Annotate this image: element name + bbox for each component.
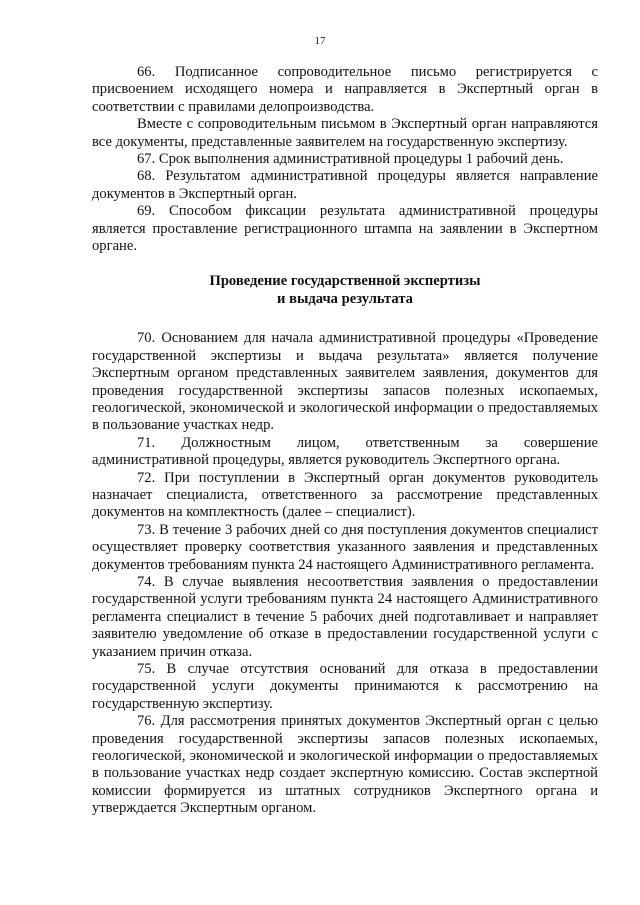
document-body <box>92 64 598 818</box>
section-heading-line-1: Проведение государственной экспертизы <box>209 273 481 290</box>
section-heading <box>92 273 598 308</box>
paragraph-76: 76. Для рассмотрения принятых документов Экспертный орган с целью проведения государственной экспертизы запасов полезных ископаемых, геологической, экономической и экологической информации о предоставляемых в пользование участках недр создает экспертную комиссию. Состав экспертной комиссии формируется из штатных сотрудников Экспертного органа и утверждается Экспертным органом. <box>92 713 598 817</box>
paragraph-66: 66. Подписанное сопроводительное письмо регистрируется с присвоением исходящего номера и направляется в Экспертный орган в соответствии с правилами делопроизводства. <box>92 64 598 115</box>
paragraph-74: 74. В случае выявления несоответствия заявления о предоставлении государственной услуги требованиям пункта 24 настоящего Административного регламента специалист в течение 5 рабочих дней подготавливает и направляет заявителю уведомление об отказе в предоставлении государственной услуги с указанием причин отказа. <box>92 573 598 660</box>
paragraph-71: 71. Должностным лицом, ответственным за совершение административной процедуры, является руководитель Экспертного органа. <box>92 434 598 469</box>
paragraph-73: 73. В течение 3 рабочих дней со дня поступления документов специалист осуществляет проверку соответствия указанного заявления и представленных документов требованиям пункта 24 настоящего Административного регламента. <box>92 521 598 573</box>
paragraph-69: 69. Способом фиксации результата административной процедуры является проставление регистрационного штампа на заявлении в Экспертном органе. <box>92 203 598 255</box>
page-number: 17 <box>314 35 326 47</box>
section-heading-line-2: и выдача результата <box>277 290 413 307</box>
paragraph-75: 75. В случае отсутствия оснований для отказа в предоставлении государственной услуги документы принимаются к рассмотрению на государственную экспертизу. <box>92 661 598 712</box>
paragraph-68: 68. Результатом административной процедуры является направление документов в Экспертный орган. <box>92 168 598 202</box>
paragraph-67: 67. Срок выполнения административной процедуры 1 рабочий день. <box>137 151 564 168</box>
paragraph-70: 70. Основанием для начала административной процедуры «Проведение государственной экспертизы и выдача результата» является получение Экспертным органом представленных заявителем заявления, документов для проведения государственной экспертизы запасов полезных ископаемых, геологической, экономической и экологической информации о предоставляемых в пользование участках недр. <box>92 330 598 434</box>
paragraph-66-continued: Вместе с сопроводительным письмом в Экспертный орган направляются все документы, представленные заявителем на государственную экспертизу. <box>92 116 598 150</box>
paragraph-72: 72. При поступлении в Экспертный орган документов руководитель назначает специалиста, ответственного за рассмотрение представленных документов на комплектность (далее – специалист). <box>92 469 598 521</box>
